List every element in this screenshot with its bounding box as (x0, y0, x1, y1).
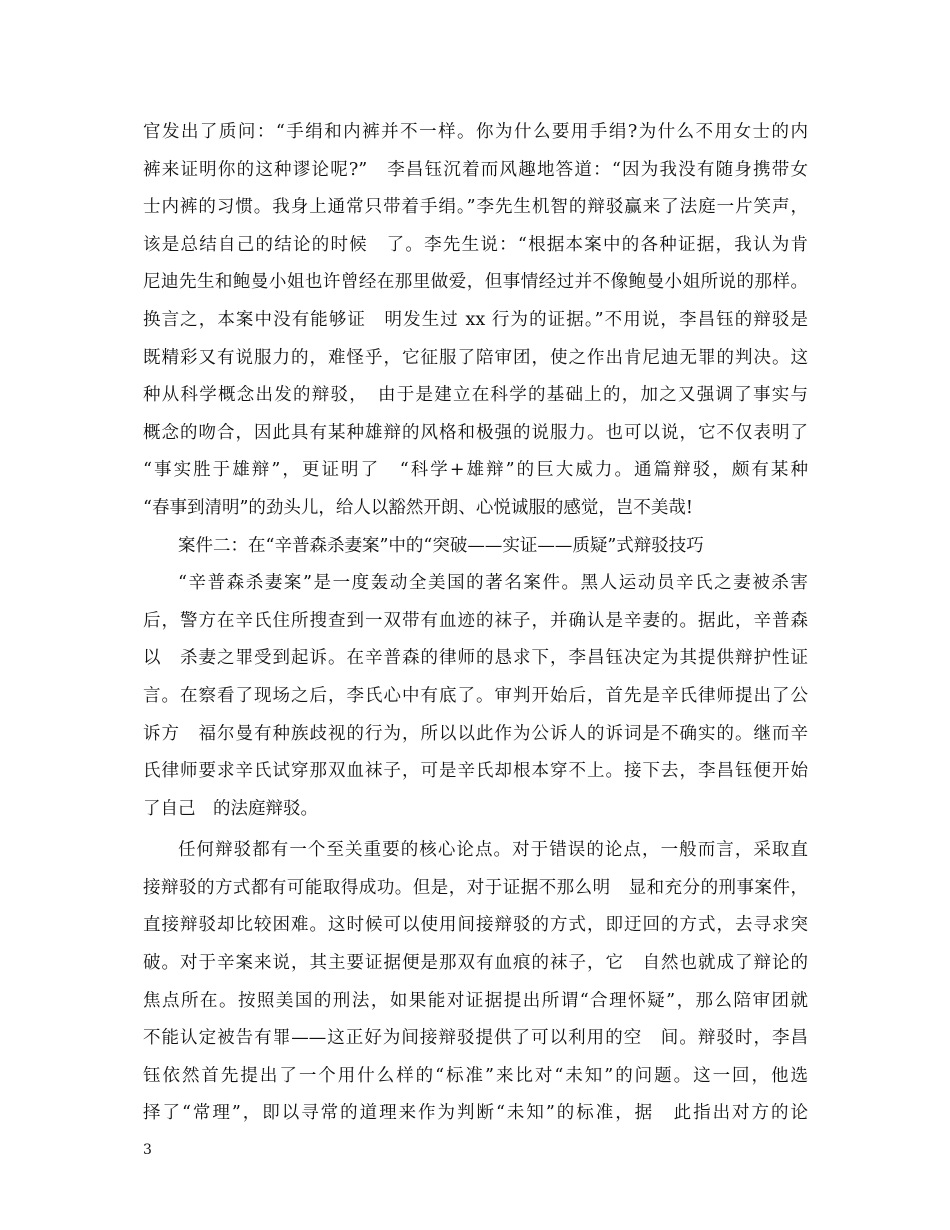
body-text (143, 114, 808, 1133)
text-line: 后，警方在辛氏住所搜查到一双带有血迹的袜子，并确认是辛妻的。据此，辛普森 (143, 610, 808, 631)
text-line: “辛普森杀妻案”是一度轰动全美国的著名案件。黑人运动员辛氏之妻被杀害 (178, 573, 808, 594)
text-line: 以 杀妻之罪受到起诉。在辛普森的律师的恳求下，李昌钰决定为其提供辩护性证 (143, 648, 808, 669)
text-line: 钰依然首先提出了一个用什么样的“标准”来比对“未知”的问题。这一回，他选 (143, 1065, 808, 1086)
text-line: “事实胜于雄辩”，更证明了 “科学+雄辩”的巨大威力。通篇辩驳，颇有某种 (143, 460, 808, 481)
text-line: 既精彩又有说服力的，难怪乎，它征服了陪审团，使之作出肯尼迪无罪的判决。这 (143, 347, 808, 368)
text-line: 破。对于辛案来说，其主要证据便是那双有血痕的袜子，它 自然也就成了辩论的 (143, 953, 808, 974)
text-line: 焦点所在。按照美国的刑法，如果能对证据提出所谓“合理怀疑”，那么陪审团就 (143, 990, 808, 1011)
text-line: “春事到清明”的劲头儿，给人以豁然开朗、心悦诚服的感觉，岂不美哉! (143, 497, 693, 518)
text-line: 氏律师要求辛氏试穿那双血袜子，可是辛氏却根本穿不上。接下去，李昌钰便开始 (143, 761, 808, 782)
text-line: 诉方 福尔曼有种族歧视的行为，所以以此作为公诉人的诉词是不确实的。继而辛 (143, 723, 808, 744)
text-line: 尼迪先生和鲍曼小姐也许曾经在那里做爱，但事情经过并不像鲍曼小姐所说的那样。 (143, 272, 808, 293)
text-line: 裤来证明你的这种谬论呢?” 李昌钰沉着而风趣地答道：“因为我没有随身携带女 (143, 159, 808, 180)
text-line: 概念的吻合，因此具有某种雄辩的风格和极强的说服力。也可以说，它不仅表明了 (143, 422, 808, 443)
text-line: 任何辩驳都有一个至关重要的核心论点。对于错误的论点，一般而言，采取直 (178, 840, 808, 861)
text-line: 换言之，本案中没有能够证 明发生过 xx 行为的证据。”不用说，李昌钰的辩驳是 (143, 309, 808, 330)
text-line: 官发出了质问：“手绢和内裤并不一样。你为什么要用手绢?为什么不用女士的内 (143, 122, 808, 142)
text-line: 了自己 的法庭辩驳。 (143, 798, 318, 819)
text-line: 该是总结自己的结论的时候 了。李先生说：“根据本案中的各种证据，我认为肯 (143, 234, 808, 255)
page-number: 3 (143, 1142, 152, 1158)
text-line: 不能认定被告有罪——这正好为间接辩驳提供了可以利用的空 间。辩驳时，李昌 (143, 1028, 808, 1049)
text-line: 士内裤的习惯。我身上通常只带着手绢。”李先生机智的辩驳赢来了法庭一片笑声， (143, 197, 808, 218)
text-line: 言。在察看了现场之后，李氏心中有底了。审判开始后，首先是辛氏律师提出了公 (143, 685, 808, 706)
text-line: 种从科学概念出发的辩驳， 由于是建立在科学的基础上的，加之又强调了事实与 (143, 385, 808, 406)
section-heading: 案件二：在“辛普森杀妻案”中的“突破——实证——质疑”式辩驳技巧 (178, 535, 704, 556)
text-line: 接辩驳的方式都有可能取得成功。但是，对于证据不那么明 显和充分的刑事案件， (143, 877, 808, 898)
text-line: 择了“常理”，即以寻常的道理来作为判断“未知”的标准，据 此指出对方的论 (143, 1103, 808, 1124)
text-line: 直接辩驳却比较困难。这时候可以使用间接辩驳的方式，即迂回的方式，去寻求突 (143, 915, 808, 936)
